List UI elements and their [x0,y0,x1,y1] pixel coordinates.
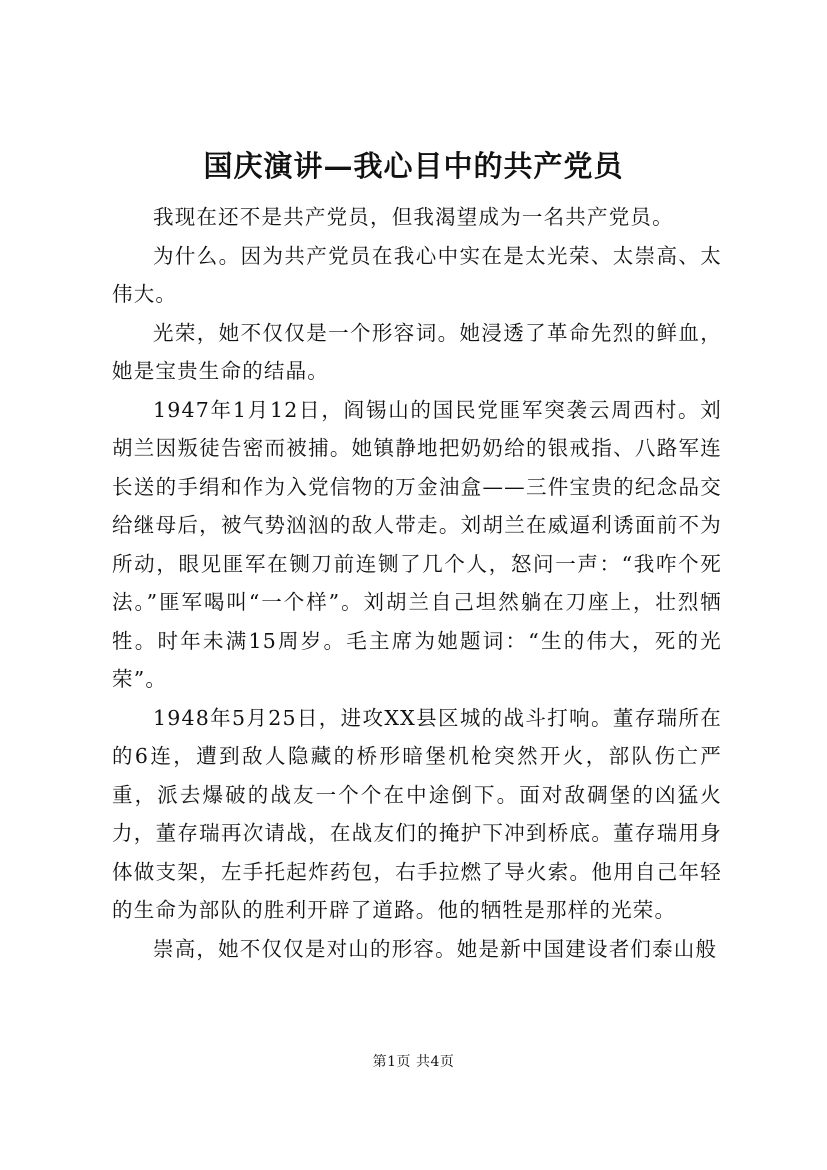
paragraph: 崇高，她不仅仅是对山的形容。她是新中国建设者们泰山般 [153,936,718,961]
paragraph: 为什么。因为共产党员在我心中实在是太光荣、太崇高、太伟大。 [112,243,722,306]
document-title: 国庆演讲—我心目中的共产党员 [203,149,624,183]
paragraph: 我现在还不是共产党员，但我渴望成为一名共产党员。 [153,205,674,229]
document-body [112,198,722,968]
paragraph: 1948年5月25日，进攻XX县区城的战斗打响。董存瑞所在的6连，遭到敌人隐藏的桥形暗堡机枪突然开火，部队伤亡严重，派去爆破的战友一个个在中途倒下。面对敌碉堡的凶猛火力，董存瑞再次请战，在战友们的掩护下冲到桥底。董存瑞用身体做支架，左手托起炸药包，右手拉燃了导火索。他用自己年轻的生命为部队的胜利开辟了道路。他的牺牲是那样的光荣。 [112,705,722,922]
paragraph: 光荣，她不仅仅是一个形容词。她浸透了革命先烈的鲜血，她是宝贵生命的结晶。 [112,320,722,383]
page-number-footer: 第1页 共4页 [372,1054,455,1070]
paragraph: 1947年1月12日，阎锡山的国民党匪军突袭云周西村。刘胡兰因叛徒告密而被捕。她镇静地把奶奶给的银戒指、八路军连长送的手绢和作为入党信物的万金油盒——三件宝贵的纪念品交给继母后，被气势汹汹的敌人带走。刘胡兰在威逼利诱面前不为所动，眼见匪军在铡刀前连铡了几个人，怒问一声：“我咋个死法。”匪军喝叫“一个样”。刘胡兰自己坦然躺在刀座上，壮烈牺牲。时年未满15周岁。毛主席为她题词：“生的伟大，死的光荣”。 [112,397,722,691]
